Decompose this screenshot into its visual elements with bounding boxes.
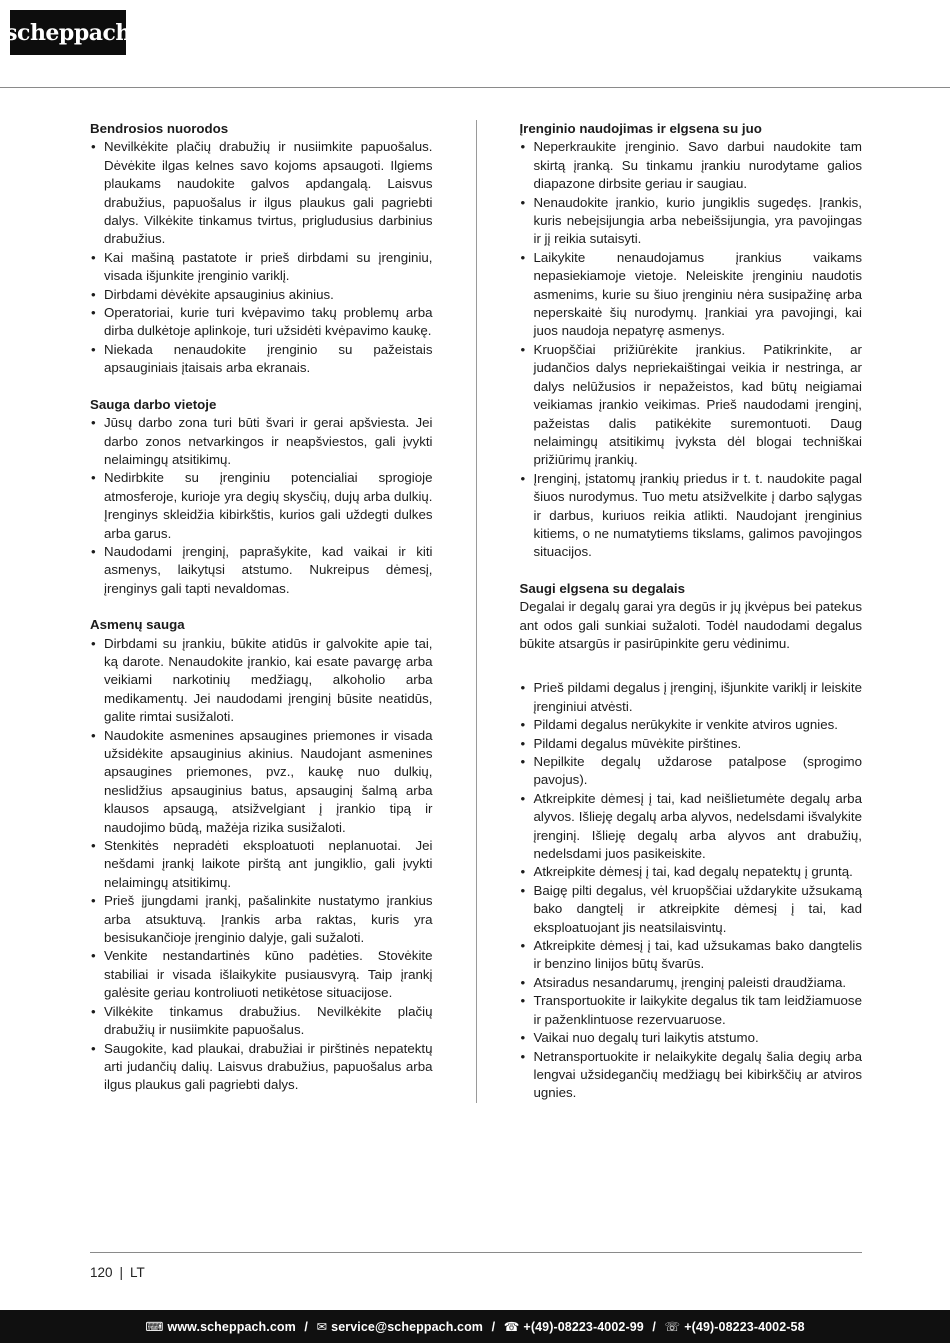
section-heading: Įrenginio naudojimas ir elgsena su juo: [519, 121, 762, 136]
bullet-item: • Niekada nenaudokite įrenginio su pažeistais apsauginiais įtaisais arba ekranais.: [90, 341, 433, 378]
bullet-item: • Naudodami įrenginį, paprašykite, kad vaikai ir kiti asmenys, laikytųsi atstumo. Nukreipus dėmesį, įrenginys gali tapti nevaldomas.: [90, 543, 433, 598]
bullet-item: • Prieš įjungdami įrankį, pašalinkite nustatymo įrankius arba atsuktuvą. Įrankis arba raktas, kuris yra besisukančioje įrenginio dalyje, gali sužaloti.: [90, 892, 433, 947]
email-icon: ✉: [316, 1320, 328, 1334]
bullet-item: • Vaikai nuo degalų turi laikytis atstumo.: [519, 1029, 862, 1047]
bullet-item: • Nenaudokite įrankio, kurio jungiklis sugedęs. Įrankis, kuris nebeįsijungia arba nebeišsijungia, yra pavojingas ir jį reikia sutaisyti.: [519, 194, 862, 249]
section-heading: Asmenų sauga: [90, 617, 185, 633]
page-number: [90, 1265, 862, 1280]
bullet-item: • Jūsų darbo zona turi būti švari ir gerai apšviesta. Jei darbo zonos netvarkingos ir neapšviestos, gali įvykti nelaimingų atsitikimų.: [90, 414, 433, 469]
contact-label: www.scheppach.com: [167, 1320, 296, 1334]
left-column: [90, 120, 433, 1103]
bullet-item: • Netransportuokite ir nelaikykite degalų šalia degių arba lengvai užsidegančių medžiagų bei kibirkščių ar atviros ugnies.: [519, 1048, 862, 1103]
bullet-list: [90, 635, 433, 1095]
bullet-item: • Venkite nestandartinės kūno padėties. Stovėkite stabiliai ir visada išlaikykite pusiausvyrą. Taip įrankį galėsite geriau kontroliuoti netikėtose situacijose.: [90, 947, 433, 1002]
bullet-item: • Įrenginį, įstatomų įrankių priedus ir t. t. naudokite pagal šiuos nurodymus. Tuo metu atsižvelkite į darbo sąlygas ir darbus, kuriuos reikia atlikti. Naudojant įrenginius kitiems, o ne numatytiems tikslams, galimos pavojingos situacijos.: [519, 470, 862, 562]
page-number-separator: |: [119, 1265, 124, 1280]
phone-icon: ☎: [503, 1320, 520, 1334]
bullet-item: • Laikykite nenaudojamus įrankius vaikams nepasiekiamoje vietoje. Neleiskite įrenginiu naudotis asmenims, kurie su šiuo įrenginiu nėra susipažinę arba neperskaitė šių nurodymų. Įrankiai yra pavojingi, kai juos naudoja nepatyrę asmenys.: [519, 249, 862, 341]
contact-label: service@scheppach.com: [331, 1320, 484, 1334]
bullet-list: [90, 138, 433, 377]
contact-separator: /: [300, 1320, 312, 1334]
contact-separator: /: [488, 1320, 499, 1334]
scheppach-logo: [5, 10, 131, 55]
bullet-item: • Atkreipkite dėmesį į tai, kad degalų nepatektų į gruntą.: [519, 863, 862, 881]
contact-bar: [0, 1310, 950, 1343]
bullet-item: • Nepilkite degalų uždarose patalpose (sprogimo pavojus).: [519, 753, 862, 790]
page-footer: [90, 1252, 862, 1280]
language-code: LT: [130, 1265, 145, 1280]
bullet-item: • Atkreipkite dėmesį į tai, kad užsukamas bako dangtelis ir benzino linijos būtų švarūs.: [519, 937, 862, 974]
bullet-item: • Kai mašiną pastatote ir prieš dirbdami su įrenginiu, visada išjunkite įrenginio variklį.: [90, 249, 433, 286]
bullet-item: • Dirbdami dėvėkite apsauginius akinius.: [90, 286, 433, 304]
section: [519, 120, 862, 562]
logo-text: scheppach: [5, 19, 131, 46]
section: [90, 396, 433, 598]
bullet-item: • Atsiradus nesandarumų, įrenginį paleisti draudžiama.: [519, 974, 862, 992]
bullet-item: • Vilkėkite tinkamus drabužius. Nevilkėkite plačių drabužių ir nusiimkite papuošalus.: [90, 1003, 433, 1040]
footer-divider: [90, 1252, 862, 1253]
section: [90, 616, 433, 1095]
bullet-list: [519, 679, 862, 1102]
fax-icon: ☏: [664, 1320, 681, 1334]
contact-label: +(49)-08223-4002-58: [684, 1320, 805, 1334]
bullet-item: • Neperkraukite įrenginio. Savo darbui naudokite tam skirtą įranką. Su tinkamu įrankiu nurodytame galios diapazone dirbsite geriau ir saugiau.: [519, 138, 862, 193]
bullet-item: • Baigę pilti degalus, vėl kruopščiai uždarykite užsukamą bako dangtelį ir atkreipkite dėmesį į tai, kad eksploatuojant jis neatsilaisvintų.: [519, 882, 862, 937]
contact-separator: /: [648, 1320, 660, 1334]
bullet-item: • Nevilkėkite plačių drabužių ir nusiimkite papuošalus. Dėvėkite ilgas kelnes savo kojoms apsaugoti. Ilgiems plaukams naudokite galvos apdangalą. Laisvus drabužius, papuošalus ir ilgus plaukus gali pagriebti dalys. Vilkėkite tinkamus tvirtus, prigludusius darbinius drabužius.: [90, 138, 433, 248]
contact-label: +(49)-08223-4002-99: [523, 1320, 644, 1334]
section: [90, 120, 433, 378]
bullet-item: • Kruopščiai prižiūrėkite įrankius. Patikrinkite, ar judančios dalys nepriekaištingai veikia ir nestringa, ar dalys nelūžusios ir nepažeistos, kad būtų neigiamai veikiamas įrankio veikimas. Prieš naudodami įrenginį, pažeistas dalis patikėkite suremontuoti. Daug nelaimingų atsitikimų įvyksta dėl blogai techniškai prižiūrimų įrankių.: [519, 341, 862, 470]
bullet-item: • Stenkitės nepradėti eksploatuoti neplanuotai. Jei nešdami įrankį laikote pirštą ant jungiklio, gali įvykti nelaimingų atsitikimų.: [90, 837, 433, 892]
bullet-list: [90, 414, 433, 598]
bullet-item: • Operatoriai, kurie turi kvėpavimo takų problemų arba dirba dulkėtoje aplinkoje, turi užsidėti kvėpavimo kaukę.: [90, 304, 433, 341]
section-heading: Saugi elgsena su degalais: [519, 580, 686, 596]
section-heading: Bendrosios nuorodos: [90, 121, 229, 136]
section-heading: Sauga darbo vietoje: [90, 396, 217, 412]
page-header: [0, 0, 950, 88]
bullet-item: • Atkreipkite dėmesį į tai, kad neišlietumėte degalų arba alyvos. Išlieję degalų arba alyvos, nedelsdami išvalykite įrenginį. Išlieję degalų arba alyvos ant drabužių, nedelsdami juos pasikeiskite.: [519, 790, 862, 864]
bullet-item: • Saugokite, kad plaukai, drabužiai ir pirštinės nepatektų arti judančių dalių. Laisvus drabužius, papuošalus arba ilgus plaukus gali pagriebti dalys.: [90, 1040, 433, 1095]
column-divider: [476, 120, 477, 1103]
bullet-item: • Naudokite asmenines apsaugines priemones ir visada užsidėkite apsauginius akinius. Naudojant asmenines apsaugines priemones, pvz., kaukę nuo dulkių, neslidžius apsauginius batus, apsauginį šalmą arba klausos apsaugą, atsižvelgiant į įrankio tipą ir naudojimo būdą, mažėja rizika susižaloti.: [90, 727, 433, 837]
bullet-item: • Pildami degalus mūvėkite pirštines.: [519, 735, 862, 753]
bullet-item: • Transportuokite ir laikykite degalus tik tam leidžiamuose ir paženklintuose rezervuaruose.: [519, 992, 862, 1029]
page-content: [0, 88, 950, 1103]
bullet-item: • Nedirbkite su įrenginiu potencialiai sprogioje atmosferoje, kurioje yra degių skysčių, dujų arba dulkių. Įrenginys skleidžia kibirkštis, kurios gali uždegti dulkes arba garus.: [90, 469, 433, 543]
right-column: [519, 120, 862, 1103]
contact-info: [145, 1319, 804, 1334]
bullet-item: • Dirbdami su įrankiu, būkite atidūs ir galvokite apie tai, ką darote. Nenaudokite įrankio, kai esate pavargę arba veikiami narkotinių medžiagų, alkoholio arba medikamentų. Jei naudodami įrenginį būsite neatidūs, galite rimtai susižaloti.: [90, 635, 433, 727]
bullet-item: • Pildami degalus nerūkykite ir venkite atviros ugnies.: [519, 716, 862, 734]
section-intro: Degalai ir degalų garai yra degūs ir jų įkvėpus bei patekus ant odos gali sunkiai sužaloti. Todėl naudodami degalus būkite atsargūs ir pasirūpinkite geru vėdinimu.: [519, 599, 862, 651]
page-number-value: 120: [90, 1265, 113, 1280]
bullet-item: • Prieš pildami degalus į įrenginį, išjunkite variklį ir leiskite įrenginiui atvėsti.: [519, 679, 862, 716]
computer-icon: ⌨: [145, 1320, 164, 1334]
section: [519, 580, 862, 1103]
bullet-list: [519, 138, 862, 561]
